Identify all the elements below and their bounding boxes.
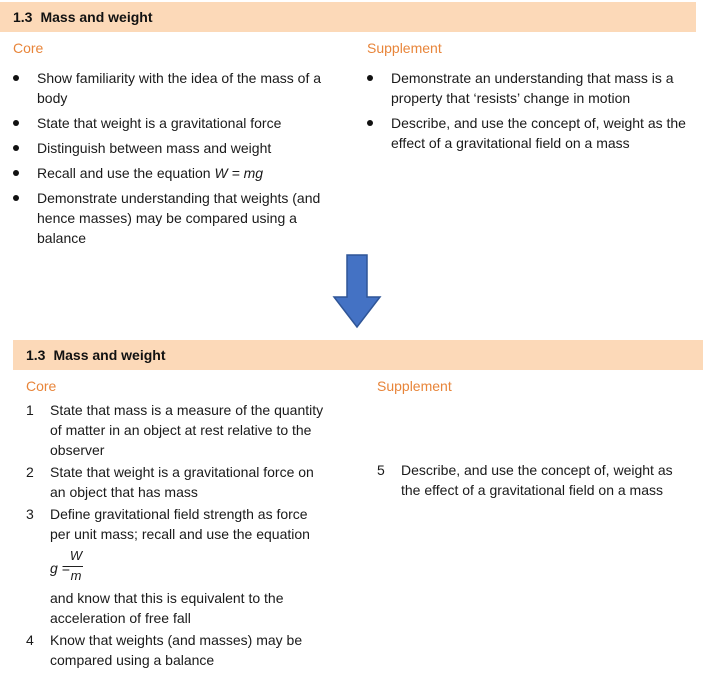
new-core-item: 1 State that mass is a measure of the quantity of matter in an object at rest relative to the observer: [26, 402, 324, 458]
old-core-item: Recall and use the equation W = mg: [12, 163, 337, 183]
formula-denominator: m: [70, 568, 82, 583]
formula-fraction: [69, 548, 83, 584]
old-core-item: Demonstrate understanding that weights (and hence masses) may be compared using a balance: [12, 188, 337, 248]
old-supplement-label: Supplement: [367, 40, 442, 56]
gravity-formula: [50, 548, 331, 586]
formula-lhs: g =: [50, 560, 70, 576]
old-core-item: Show familiarity with the idea of the mass of a body: [12, 68, 337, 108]
old-supplement-item: Describe, and use the concept of, weight as the effect of a gravitational field on a mass: [366, 113, 686, 153]
old-supplement-list: [366, 68, 686, 158]
new-core-list: [26, 400, 331, 670]
new-supplement-list: [377, 460, 687, 500]
new-core-item: 4 Know that weights (and masses) may be compared using a balance: [26, 632, 303, 668]
old-section-header: [0, 2, 696, 32]
new-supplement-label: Supplement: [377, 378, 452, 394]
old-equation: W = mg: [214, 165, 264, 181]
formula-numerator: W: [69, 548, 83, 563]
new-section-title: Mass and weight: [53, 347, 166, 363]
old-core-item: Distinguish between mass and weight: [12, 138, 337, 158]
old-section-number: 1.3: [13, 9, 33, 25]
new-section-header: [13, 340, 703, 370]
old-section-title: Mass and weight: [40, 9, 153, 25]
new-core-label: Core: [26, 378, 57, 394]
old-core-label: Core: [13, 40, 44, 56]
old-core-item: State that weight is a gravitational force: [12, 113, 337, 133]
old-core-list: [12, 68, 337, 253]
new-supplement-item: 5 Describe, and use the concept of, weight as the effect of a gravitational field on a mass: [377, 462, 673, 498]
new-section-number: 1.3: [26, 347, 46, 363]
new-core-item: 2 State that weight is a gravitational force on an object that has mass: [26, 464, 314, 500]
down-arrow-icon: [332, 253, 382, 329]
new-core-item: 3 Define gravitational field strength as force per unit mass; recall and use the equation g = W m and know that this is equivalent to the acceleration of free fall: [26, 504, 331, 628]
old-supplement-item: Demonstrate an understanding that mass is a property that ‘resists’ change in motion: [366, 68, 686, 108]
